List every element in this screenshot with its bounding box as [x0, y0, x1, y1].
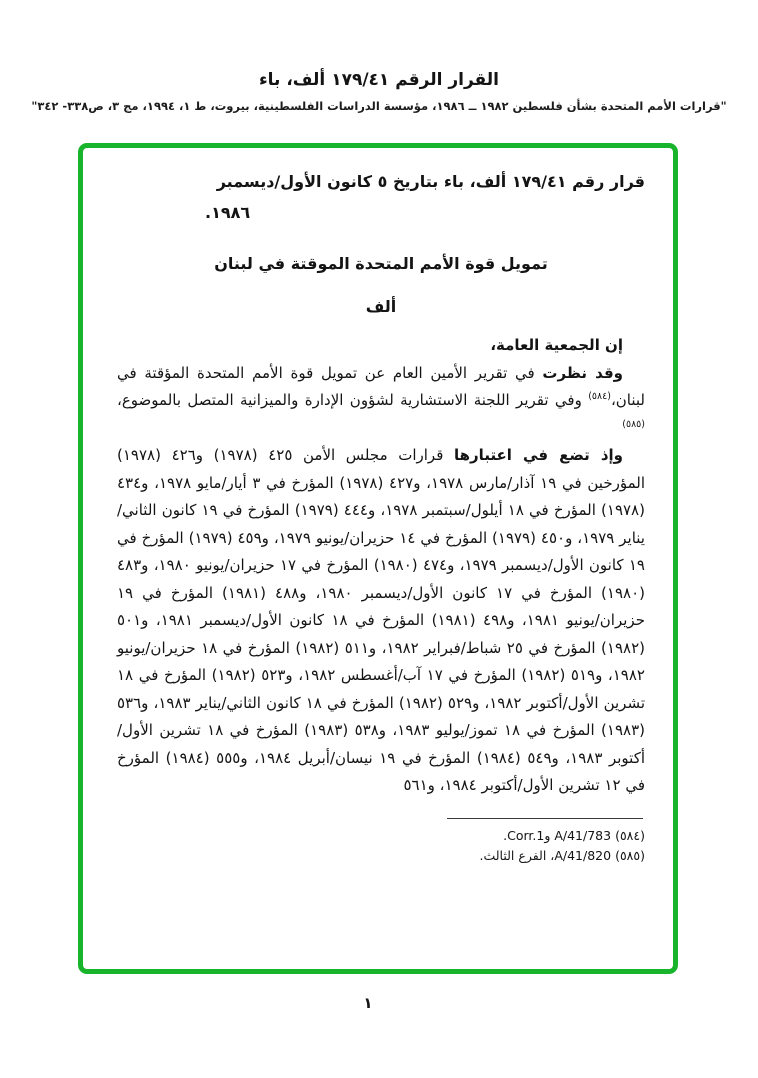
resolution-heading-line1: قرار رقم ١٧٩/٤١ ألف، باء بتاريخ ٥ كانون الأول/ديسمبر — [216, 172, 645, 191]
footnotes-block — [117, 818, 645, 866]
considered-text-1: في تقرير الأمين العام عن تمويل قوة الأمم المتحدة المؤقتة في لبنان، — [117, 363, 645, 409]
page-title: القرار الرقم ١٧٩/٤١ ألف، باء — [258, 70, 500, 90]
considered-lead: وقد نظرت — [542, 363, 623, 382]
source-citation-line: "قرارات الأمم المتحدة بشأن فلسطين ١٩٨٢ ــ ١٩٨٦، مؤسسة الدراسات الفلسطينية، بيروت، ط ١، ١٩٩٤، مج ٣، ص٣٣٨- ٣٤٢" — [31, 99, 727, 113]
footnote-ref-584: (٥٨٤) — [588, 391, 611, 402]
page-number: ١ — [363, 994, 373, 1012]
resolution-heading-line2: ١٩٨٦. — [205, 203, 251, 222]
resolution-box — [78, 143, 678, 974]
bearing-lead: وإذ تضع في اعتبارها — [454, 446, 624, 464]
footnote-ref-585: (٥٨٥) — [622, 418, 645, 430]
resolution-subject: تمويل قوة الأمم المتحدة الموقتة في لبنان — [214, 254, 548, 273]
paragraph-considered — [117, 360, 645, 443]
paragraph-assembly — [117, 332, 645, 360]
footnote-item-585: (٥٨٥) A/41/820، الفرع الثالث. — [479, 847, 645, 863]
considered-text-2: وفي تقرير اللجنة الاستشارية لشؤون الإدارة والميزانية المتصل بالموضوع، — [117, 391, 589, 409]
assembly-lead: إن الجمعية العامة، — [490, 336, 623, 354]
footnote-separator — [447, 818, 643, 819]
paragraph-bearing-in-mind — [117, 442, 645, 800]
resolution-heading — [117, 166, 645, 228]
section-letter-alef: ألف — [365, 297, 397, 316]
bearing-text: قرارات مجلس الأمن ٤٢٥ (١٩٧٨) و٤٢٦ (١٩٧٨) المؤرخين في ١٩ آذار/مارس ١٩٧٨، و٤٢٧ (١٩٧٨) المؤرخ في ٣ أيار/مايو ١٩٧٨، و٤٣٤ (١٩٧٨) المؤرخ في ١٨ أيلول/سبتمبر ١٩٧٨، و٤٤٤ (١٩٧٩) المؤرخ في ١٩ كانون الثاني/يناير ١٩٧٩، و٤٥٠ (١٩٧٩) المؤرخ في ١٤ حزيران/يونيو ١٩٧٩، و٤٥٩ (١٩٧٩) المؤرخ في ١٩ كانون الأول/ديسمبر ١٩٧٩، و٤٧٤ (١٩٨٠) المؤرخ في ١٧ حزيران/يونيو ١٩٨٠، و٤٨٣ (١٩٨٠) المؤرخ في ١٧ كانون الأول/ديسمبر ١٩٨٠، و٤٨٨ (١٩٨١) المؤرخ في ١٩ حزيران/يونيو ١٩٨١، و٤٩٨ (١٩٨١) المؤرخ في ١٨ كانون الأول/ديسمبر ١٩٨١، و٥٠١ (١٩٨٢) المؤرخ في ٢٥ شباط/فبراير ١٩٨٢، و٥١١ (١٩٨٢) المؤرخ في ١٨ حزيران/يونيو ١٩٨٢، و٥١٩ (١٩٨٢) المؤرخ في ١٧ آب/أغسطس ١٩٨٢، و٥٢٣ (١٩٨٢) المؤرخ في ١٨ تشرين الأول/أكتوبر ١٩٨٢، و٥٢٩ (١٩٨٢) المؤرخ في ١٨ كانون الثاني/يناير ١٩٨٣، و٥٣٦ (١٩٨٣) المؤرخ في ١٨ تموز/يوليو ١٩٨٣، و٥٣٨ (١٩٨٣) المؤرخ في ١٨ تشرين الأول/أكتوبر ١٩٨٣، و٥٤٩ (١٩٨٤) المؤرخ في ١٩ نيسان/أبريل ١٩٨٤، و٥٥٥ (١٩٨٤) المؤرخ في ١٢ تشرين الأول/أكتوبر ١٩٨٤، و٥٦١ — [117, 446, 646, 794]
resolution-body — [117, 332, 645, 800]
footnote-item-584: (٥٨٤) A/41/783 وCorr.1. — [503, 827, 645, 843]
document-header — [0, 0, 758, 113]
